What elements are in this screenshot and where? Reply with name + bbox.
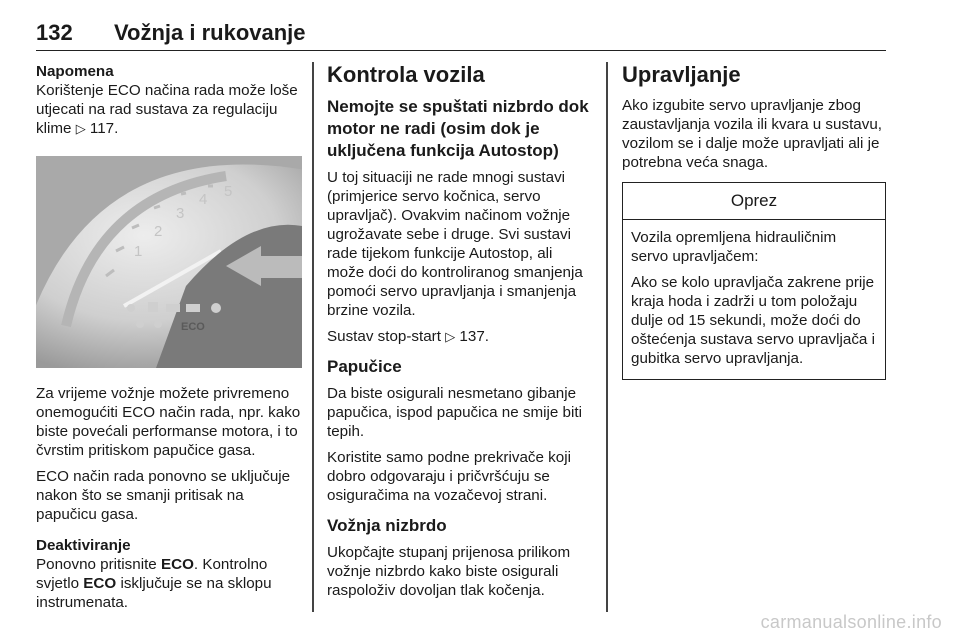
paragraph: Za vrijeme vožnje možete privremeno onemogućiti ECO način rada, npr. kako biste povećali performanse motora, i to čvrstim pritiskom papučice gasa. [36, 385, 301, 459]
eco-indicator-label: ECO [181, 321, 205, 333]
column-middle [327, 62, 593, 607]
caution-title: Oprez [623, 183, 885, 220]
eco-keyword: ECO [83, 575, 117, 592]
caution-paragraph: Ako se kolo upravljača zakrene prije kraja hoda i zadrži u tom položaju dulje od 15 sekundi, može doći do oštećenja sustava servo upravljača i gubitka servo upravljanja. [631, 274, 875, 367]
column-divider [312, 62, 314, 612]
paragraph: ECO način rada ponovno se uključuje nakon što se smanji pritisak na papučicu gasa. [36, 468, 291, 523]
page-header [36, 20, 886, 51]
paragraph: Da biste osigurali nesmetano gibanje papučica, ispod papučica ne smije biti tepih. [327, 385, 582, 440]
column-divider [606, 62, 608, 612]
page-reference-link[interactable]: 137. [459, 328, 489, 345]
paragraph: Koristite samo podne prekrivače koji dobro odgovaraju i pričvršćuju se osiguračima na vozačevoj strani. [327, 449, 571, 504]
reference-arrow-icon: ▷ [445, 329, 456, 344]
page-reference-link[interactable]: 117. [89, 120, 119, 137]
note-text: Korištenje ECO načina rada može loše utjecati na rad sustava za regulaciju klime ▷ 117. [36, 82, 298, 137]
paragraph: Ukopčajte stupanj prijenosa prilikom vožnje nizbrdo kako biste osigurali raspoloživ dovoljan tlak kočenja. [327, 544, 571, 599]
paragraph: U toj situaciji ne rade mnogi sustavi (primjerice servo kočnica, servo upravljač). Ovakvim načinom vožnje ugrožavate sebe i druge. Svi sustavi rade tijekom funkcije Autostop, ali može doći do kontroliranog smanjenja pomoći servo upravljanja i smanjenja brzine vozila. [327, 169, 583, 319]
gauge-tick-label: 1 [134, 243, 143, 260]
reference-arrow-icon: ▷ [75, 121, 86, 136]
page-section-title: Vožnja i rukovanje [114, 20, 306, 45]
column-left [36, 62, 302, 619]
instrument-cluster-illustration [36, 156, 302, 368]
gauge-tick-label: 3 [176, 205, 185, 222]
eco-keyword: ECO [160, 556, 194, 573]
gauge-tick-label: 4 [199, 191, 208, 208]
sub-heading: Nemojte se spuštati nizbrdo dok motor ne radi (osim dok je uključena funkcija Autostop) [327, 97, 589, 160]
deactivation-title: Deaktiviranje [36, 537, 131, 554]
sub-heading: Vožnja nizbrdo [327, 516, 447, 535]
caution-box [622, 182, 886, 380]
page-number: 132 [36, 20, 73, 45]
column-right [622, 62, 886, 380]
paragraph: Sustav stop-start ▷ 137. [327, 328, 489, 345]
caution-body [623, 220, 885, 379]
watermark: carmanualsonline.info [760, 612, 942, 632]
instrument-cluster-photo [36, 156, 302, 368]
gauge-tick-label: 5 [224, 183, 233, 200]
caution-paragraph: Vozila opremljena hidrauličnim servo upravljačem: [631, 229, 837, 265]
section-heading: Upravljanje [622, 62, 741, 87]
deactivation-text: Ponovno pritisnite ECO. Kontrolno svjetlo ECO isključuje se na sklopu instrumenata. [36, 556, 272, 611]
gauge-tick-label: 2 [154, 223, 163, 240]
note-title: Napomena [36, 63, 114, 80]
section-heading: Kontrola vozila [327, 62, 485, 87]
sub-heading: Papučice [327, 357, 402, 376]
paragraph: Ako izgubite servo upravljanje zbog zaustavljanja vozila ili kvara u sustavu, vozilom se i dalje može upravljati ali je potrebna veća snaga. [622, 97, 882, 171]
